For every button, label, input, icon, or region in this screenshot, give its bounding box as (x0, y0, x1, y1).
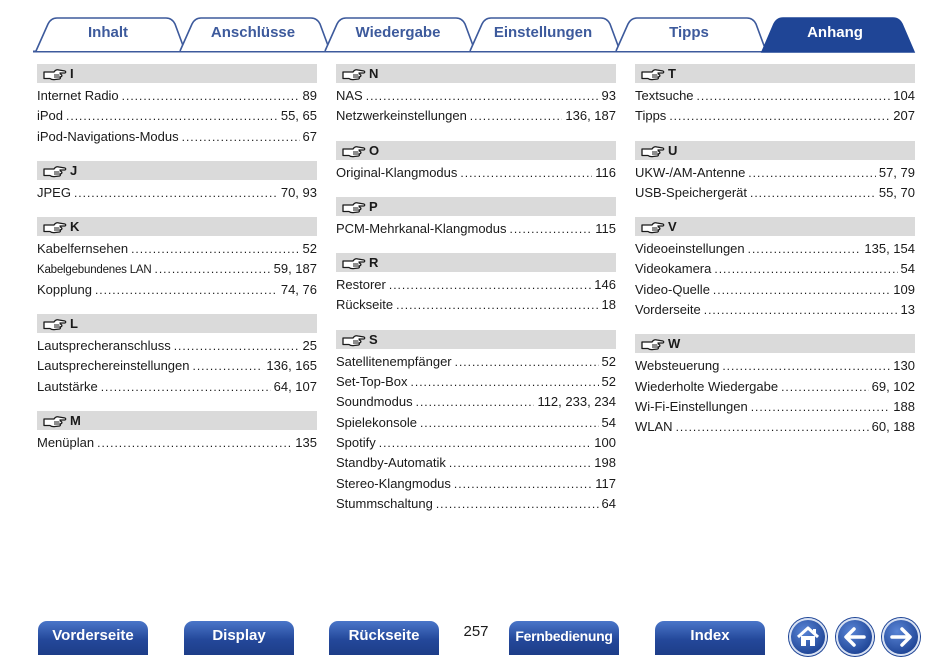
dot-leader (193, 356, 264, 376)
dot-leader (436, 494, 599, 514)
entry-term: Set-Top-Box (336, 374, 408, 390)
entry-pages[interactable]: 64 (601, 495, 616, 511)
index-entry[interactable] (336, 352, 616, 372)
entry-pages[interactable]: 52 (601, 353, 616, 369)
index-entry[interactable] (635, 259, 915, 279)
entry-term: Vorderseite (635, 302, 701, 318)
section-header (37, 217, 317, 236)
entry-pages[interactable]: 109 (893, 281, 915, 297)
section-header (635, 64, 915, 83)
entry-pages[interactable]: 70, 93 (280, 184, 317, 200)
entry-term: Kopplung (37, 281, 92, 297)
dot-leader (97, 433, 292, 453)
page-number: 257 (463, 623, 489, 640)
entry-term: Videoeinstellungen (635, 241, 745, 257)
entry-term: Videokamera (635, 261, 712, 277)
index-entry[interactable] (336, 86, 616, 106)
index-section (336, 330, 616, 514)
dot-leader (669, 106, 890, 126)
dot-leader (411, 372, 599, 392)
section-header (336, 141, 616, 160)
dot-leader (713, 280, 890, 300)
entry-pages[interactable]: 207 (893, 108, 915, 124)
entry-term: Original-Klangmodus (336, 164, 458, 180)
dot-leader (420, 413, 599, 433)
entry-pages[interactable]: 64, 107 (273, 378, 317, 394)
index-section (37, 411, 317, 453)
index-entry[interactable] (336, 219, 616, 239)
index-section (336, 197, 616, 239)
entry-pages[interactable]: 55, 65 (280, 108, 317, 124)
tab-einstellungen[interactable]: Einstellungen (493, 24, 593, 41)
dot-leader (174, 336, 300, 356)
section-letter: S (369, 331, 378, 347)
entry-pages[interactable]: 13 (900, 302, 915, 318)
section-letter: M (70, 412, 81, 428)
entry-pages[interactable]: 116 (595, 164, 616, 180)
entry-term: Lautstärke (37, 378, 98, 394)
entry-pages[interactable]: 69, 102 (871, 378, 915, 394)
index-entry[interactable] (37, 127, 317, 147)
section-letter: V (668, 219, 677, 235)
entry-pages[interactable]: 59, 187 (273, 261, 317, 277)
dot-leader (748, 239, 862, 259)
index-section (635, 141, 915, 204)
entry-pages[interactable]: 115 (595, 220, 616, 236)
dot-leader (460, 163, 592, 183)
index-entry[interactable] (635, 86, 915, 106)
entry-pages[interactable]: 74, 76 (280, 281, 317, 297)
section-header (336, 253, 616, 272)
index-entry[interactable] (336, 413, 616, 433)
section-header (635, 334, 915, 353)
arrow-left-icon (836, 618, 874, 656)
dot-leader (510, 219, 593, 239)
index-entry[interactable] (635, 183, 915, 203)
entry-term: Lautsprechereinstellungen (37, 358, 190, 374)
index-button[interactable]: Index (655, 621, 765, 655)
index-entry[interactable] (336, 433, 616, 453)
entry-term: Websteuerung (635, 358, 720, 374)
entry-pages[interactable]: 18 (601, 297, 616, 313)
index-section (635, 64, 915, 127)
index-section (37, 314, 317, 397)
entry-pages[interactable]: 104 (893, 88, 915, 103)
index-section (37, 64, 317, 147)
dot-leader (704, 300, 898, 320)
section-letter: N (369, 66, 379, 81)
entry-pages[interactable]: 54 (900, 261, 915, 277)
entry-term: Kabelfernsehen (37, 241, 129, 257)
index-entry[interactable] (336, 453, 616, 473)
fernbedienung-button[interactable]: Fernbedienung (509, 621, 619, 655)
entry-term: Tipps (635, 108, 667, 124)
index-column-2 (336, 64, 616, 528)
section-header (336, 330, 616, 349)
index-column-1 (37, 64, 317, 467)
entry-term: PCM-Mehrkanal-Klangmodus (336, 220, 507, 236)
index-entry[interactable] (37, 336, 317, 356)
entry-term: iPod-Navigations-Modus (37, 128, 179, 144)
dot-leader (396, 295, 598, 315)
entry-term: Video-Quelle (635, 281, 710, 297)
dot-leader (449, 453, 591, 473)
index-section (37, 217, 317, 300)
index-entry[interactable] (635, 417, 915, 437)
entry-term: USB-Speichergerät (635, 184, 747, 200)
section-header (37, 411, 317, 430)
tab-inhalt[interactable]: Inhalt (88, 24, 128, 41)
index-entry[interactable] (635, 163, 915, 183)
pointing-hand-icon (641, 144, 665, 163)
index-section (336, 253, 616, 316)
entry-term: Kabelgebundenes LAN (37, 264, 152, 277)
dot-leader (366, 86, 599, 106)
vorderseite-button[interactable]: Vorderseite (38, 621, 148, 655)
index-entry[interactable] (635, 300, 915, 320)
index-entry[interactable] (336, 295, 616, 315)
dot-leader (454, 474, 592, 494)
section-letter: L (70, 316, 78, 332)
index-entry[interactable] (635, 239, 915, 259)
index-entry[interactable] (37, 239, 317, 259)
entry-pages[interactable]: 54 (601, 414, 616, 430)
dot-leader (66, 106, 278, 126)
tab-anschluesse[interactable]: Anschlüsse (210, 24, 296, 41)
section-header (336, 197, 616, 216)
entry-pages[interactable]: 93 (601, 88, 616, 103)
index-entry[interactable] (37, 259, 317, 279)
index-entry[interactable] (336, 372, 616, 392)
dot-leader (748, 163, 876, 183)
index-entry[interactable] (336, 163, 616, 183)
entry-term: Restorer (336, 277, 386, 293)
entry-term: Netzwerkeinstellungen (336, 108, 467, 124)
section-letter: U (668, 142, 678, 158)
index-entry[interactable] (635, 280, 915, 300)
index-entry[interactable] (635, 106, 915, 126)
entry-pages[interactable]: 135, 154 (864, 241, 915, 257)
entry-pages[interactable]: 136, 187 (565, 108, 616, 124)
entry-term: Soundmodus (336, 394, 413, 410)
home-icon (789, 618, 827, 656)
dot-leader (379, 433, 592, 453)
section-letter: R (369, 255, 379, 271)
dot-leader (455, 352, 599, 372)
entry-pages[interactable]: 130 (893, 358, 915, 374)
entry-pages[interactable]: 52 (302, 241, 317, 257)
dot-leader (101, 377, 271, 397)
section-header (37, 64, 317, 83)
section-letter: K (70, 219, 80, 235)
index-entry[interactable] (37, 280, 317, 300)
entry-term: Wiederholte Wiedergabe (635, 378, 779, 394)
dot-leader (182, 127, 300, 147)
tab-bar (0, 0, 950, 58)
section-letter: W (668, 336, 681, 352)
dot-leader (95, 280, 278, 300)
section-letter: J (70, 162, 78, 178)
index-entry[interactable] (635, 377, 915, 397)
pointing-hand-icon (342, 333, 366, 352)
entry-term: iPod (37, 108, 64, 124)
pointing-hand-icon (342, 200, 366, 219)
entry-term: Lautsprecheranschluss (37, 338, 171, 354)
pointing-hand-icon (43, 414, 67, 433)
home-button[interactable] (789, 618, 827, 656)
section-letter: T (668, 66, 676, 81)
dot-leader (697, 86, 891, 106)
forward-button[interactable] (882, 618, 920, 656)
pointing-hand-icon (43, 220, 67, 239)
index-entry[interactable] (336, 474, 616, 494)
entry-pages[interactable]: 112, 233, 234 (537, 394, 616, 410)
dot-leader (416, 392, 535, 412)
index-entry[interactable] (336, 106, 616, 126)
dot-leader (74, 183, 278, 203)
entry-term: Stummschaltung (336, 495, 433, 511)
dot-leader (122, 86, 300, 106)
dot-leader (722, 356, 890, 376)
entry-term: Rückseite (336, 297, 394, 313)
section-letter: I (70, 66, 74, 81)
entry-pages[interactable]: 67 (302, 128, 317, 144)
index-section (37, 161, 317, 203)
entry-term: Spielekonsole (336, 414, 417, 430)
entry-pages[interactable]: 25 (302, 338, 317, 354)
dot-leader (714, 259, 897, 279)
entry-pages[interactable]: 198 (594, 455, 616, 471)
dot-leader (470, 106, 563, 126)
index-entry[interactable] (37, 377, 317, 397)
index-entry[interactable] (37, 106, 317, 126)
entry-term: Wi-Fi-Einstellungen (635, 398, 748, 414)
section-letter: P (369, 198, 378, 214)
index-entry[interactable] (635, 397, 915, 417)
entry-term: Satellitenempfänger (336, 353, 452, 369)
entry-pages[interactable]: 135 (295, 434, 317, 450)
entry-pages[interactable]: 100 (594, 434, 616, 450)
section-letter: O (369, 142, 380, 158)
index-entry[interactable] (336, 275, 616, 295)
entry-pages[interactable]: 57, 79 (878, 164, 915, 180)
index-column-3 (635, 64, 915, 452)
arrow-right-icon (882, 618, 920, 656)
section-header (635, 141, 915, 160)
entry-term: JPEG (37, 184, 71, 200)
entry-term: WLAN (635, 419, 673, 435)
index-entry[interactable] (37, 86, 317, 106)
dot-leader (781, 377, 869, 397)
entry-pages[interactable]: 117 (595, 475, 616, 491)
entry-term: Textsuche (635, 88, 694, 103)
entry-term: Standby-Automatik (336, 455, 446, 471)
entry-pages[interactable]: 55, 70 (878, 184, 915, 200)
section-header (37, 161, 317, 180)
index-section (336, 141, 616, 183)
index-section (635, 217, 915, 320)
tab-anhang[interactable]: Anhang (807, 24, 863, 41)
index-entry[interactable] (336, 494, 616, 514)
entry-term: UKW-/AM-Antenne (635, 164, 746, 180)
entry-term: Stereo-Klangmodus (336, 475, 451, 491)
entry-pages[interactable]: 52 (601, 374, 616, 390)
dot-leader (155, 259, 271, 279)
entry-term: Spotify (336, 434, 376, 450)
section-header (336, 64, 616, 83)
pointing-hand-icon (641, 220, 665, 239)
entry-term: Internet Radio (37, 88, 119, 103)
entry-pages[interactable]: 60, 188 (871, 419, 915, 435)
tab-tipps[interactable]: Tipps (669, 24, 709, 41)
back-button[interactable] (836, 618, 874, 656)
pointing-hand-icon (43, 67, 67, 86)
tab-wiedergabe[interactable]: Wiedergabe (355, 24, 441, 41)
index-section (635, 334, 915, 437)
entry-pages[interactable]: 188 (893, 398, 915, 414)
entry-pages[interactable]: 89 (302, 88, 317, 103)
dot-leader (750, 183, 876, 203)
dot-leader (751, 397, 891, 417)
dot-leader (131, 239, 299, 259)
pointing-hand-icon (342, 144, 366, 163)
entry-term: NAS (336, 88, 363, 103)
index-entry[interactable] (37, 356, 317, 376)
pointing-hand-icon (43, 317, 67, 336)
index-entry[interactable] (635, 356, 915, 376)
display-button[interactable]: Display (184, 621, 294, 655)
pointing-hand-icon (641, 337, 665, 356)
entry-term: Menüplan (37, 434, 95, 450)
pointing-hand-icon (342, 256, 366, 275)
pointing-hand-icon (43, 164, 67, 183)
section-header (635, 217, 915, 236)
pointing-hand-icon (641, 67, 665, 86)
index-entry[interactable] (37, 183, 317, 203)
pointing-hand-icon (342, 67, 366, 86)
index-entry[interactable] (37, 433, 317, 453)
rueckseite-button[interactable]: Rückseite (329, 621, 439, 655)
dot-leader (676, 417, 869, 437)
section-header (37, 314, 317, 333)
dot-leader (389, 275, 591, 295)
index-section (336, 64, 616, 127)
entry-pages[interactable]: 146 (594, 277, 616, 293)
index-entry[interactable] (336, 392, 616, 412)
entry-pages[interactable]: 136, 165 (266, 358, 317, 374)
